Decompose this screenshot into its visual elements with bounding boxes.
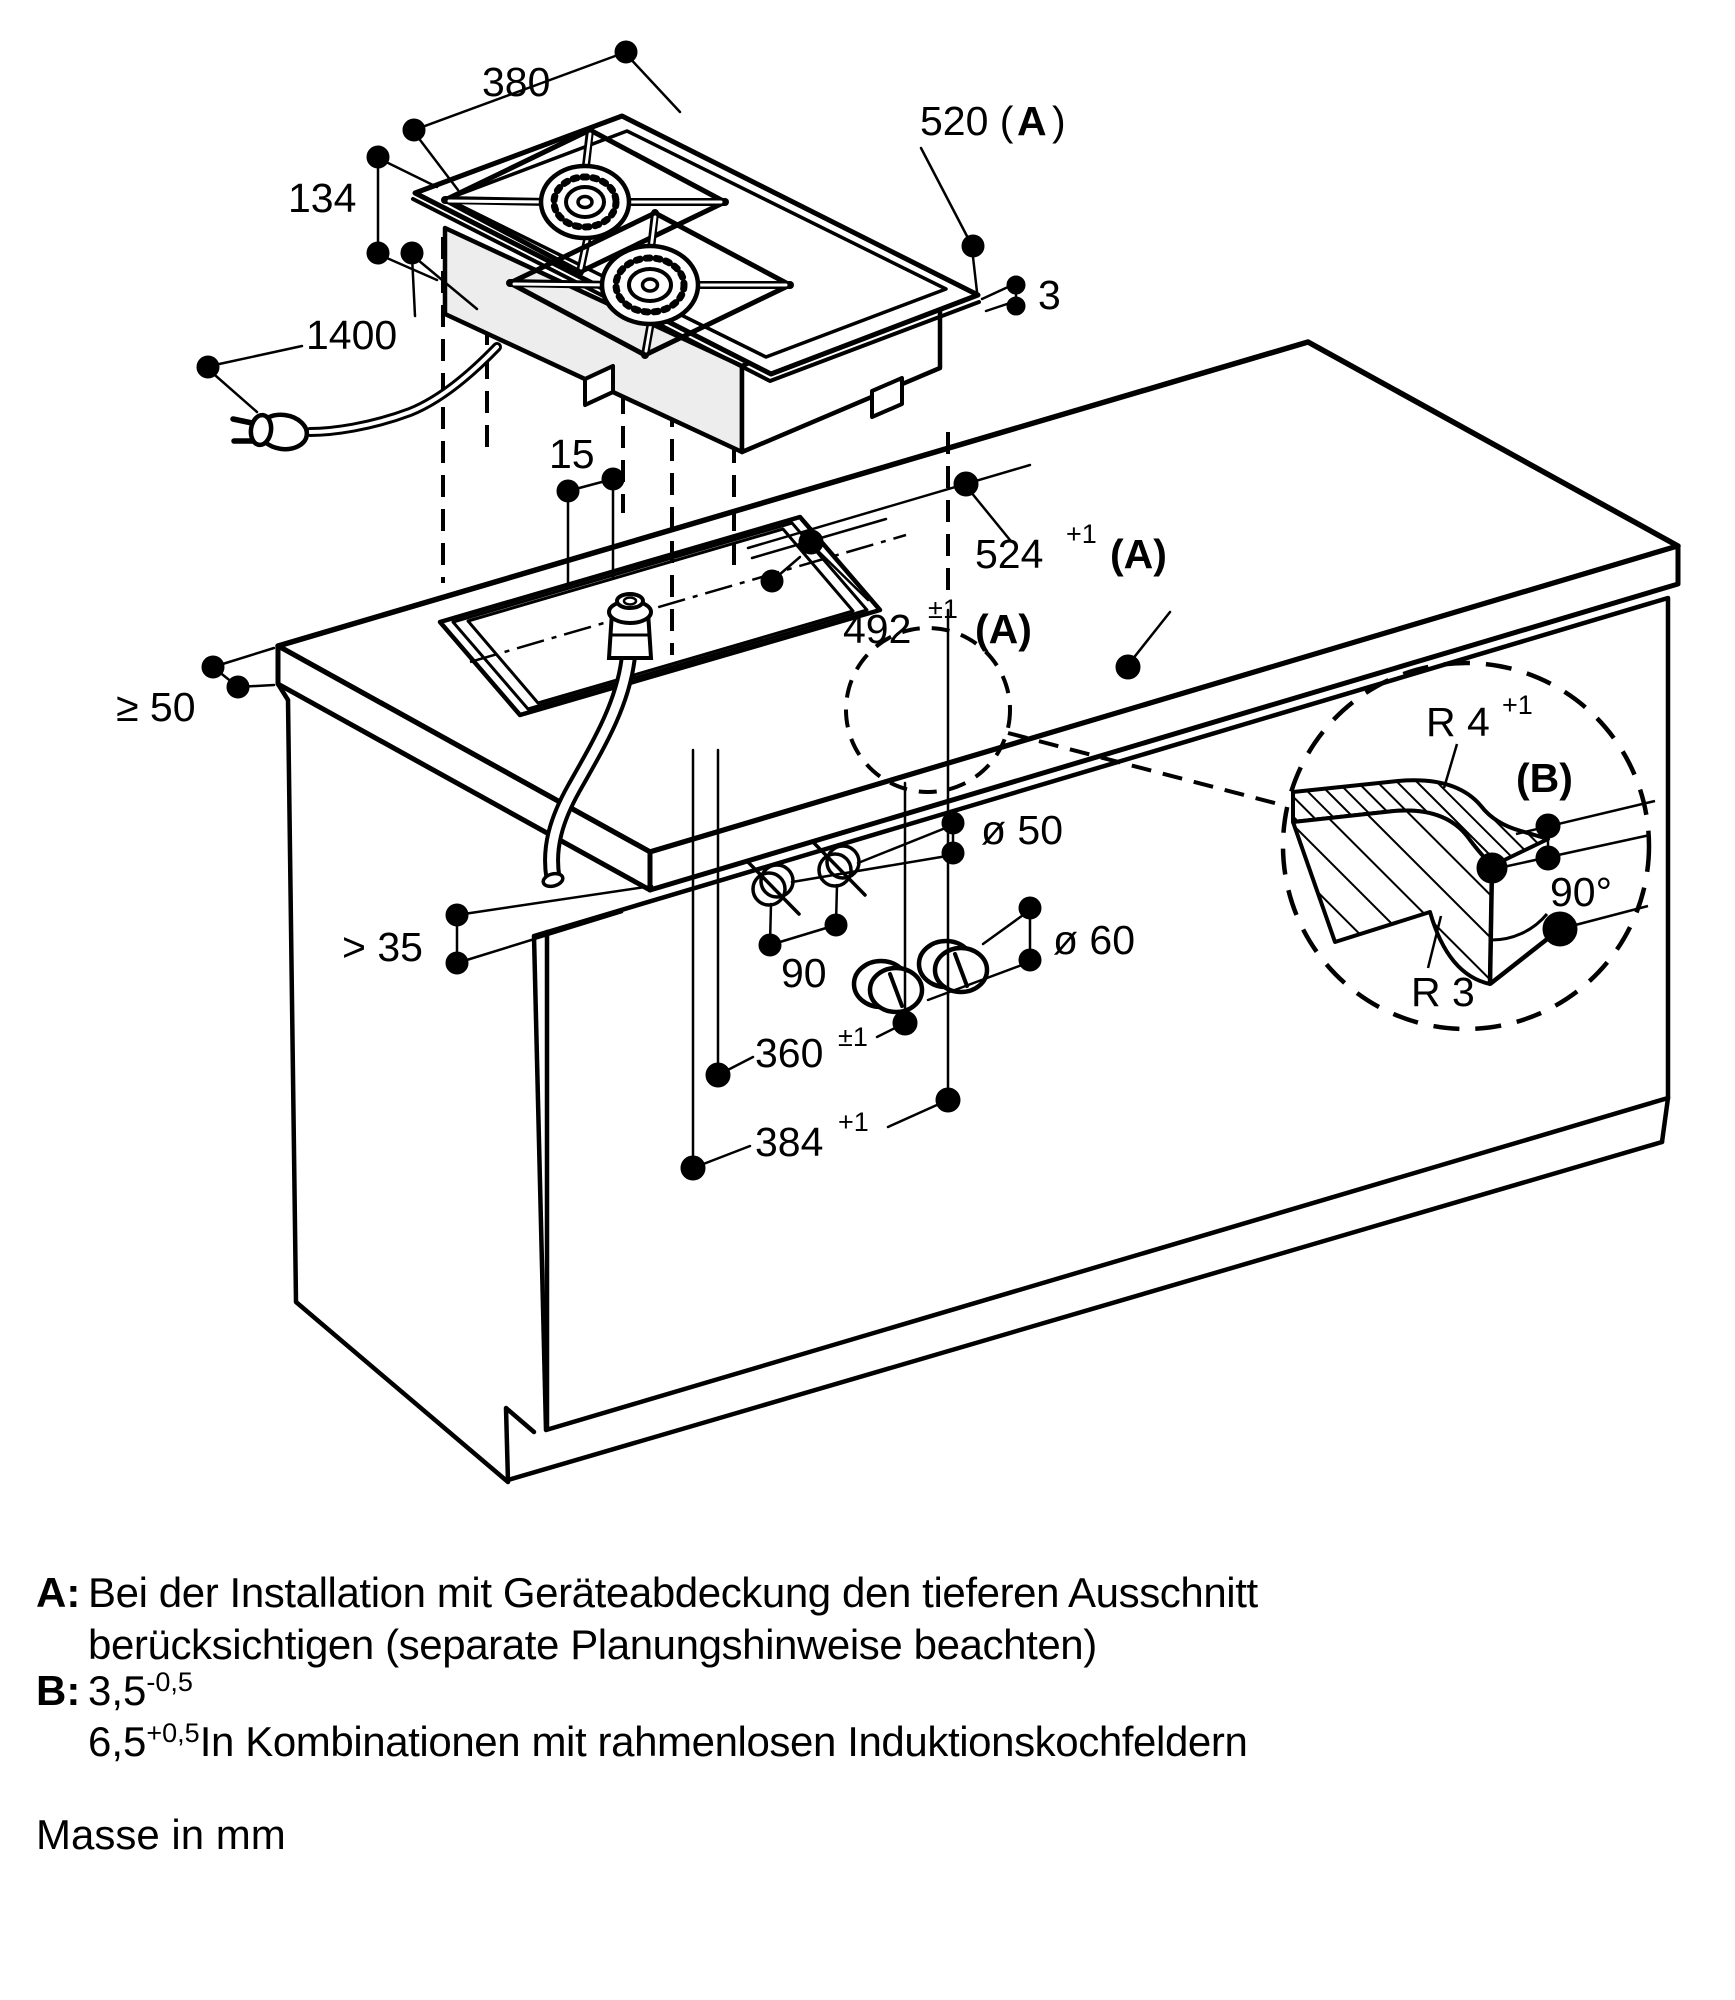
dim-134: 134 <box>288 175 357 221</box>
dim-524: 524 <box>975 531 1044 577</box>
dim-520: 520 ( <box>920 98 1014 144</box>
dim-492-ref: (A) <box>975 606 1032 652</box>
note-b1-tol: -0,5 <box>146 1667 193 1697</box>
dim-dia50: ø 50 <box>981 807 1064 853</box>
dim-384-tol: +1 <box>838 1107 869 1137</box>
label-90deg: 90° <box>1550 869 1613 915</box>
dim-520-close: ) <box>1052 98 1066 144</box>
note-a-line1: Bei der Installation mit Geräteabdeckung den tieferen Ausschnitt <box>88 1569 1258 1616</box>
note-b2-value: 6,5 <box>88 1718 147 1765</box>
dim-524-tol: +1 <box>1066 519 1097 549</box>
note-b-line1 <box>88 1667 193 1714</box>
note-a-key: A: <box>36 1569 81 1616</box>
note-b-line2 <box>88 1718 1248 1765</box>
dim-360: 360 <box>755 1030 824 1076</box>
note-b2-text: In Kombinationen mit rahmenlosen Induktionskochfeldern <box>199 1718 1248 1765</box>
dim-524-ref: (A) <box>1110 531 1167 577</box>
note-b-key: B: <box>36 1667 81 1714</box>
dim-520-ref: A <box>1017 98 1047 144</box>
dim-dia60: ø 60 <box>1053 917 1136 963</box>
dim-90: 90 <box>781 950 827 996</box>
dim-492: 492 <box>843 606 912 652</box>
units-note: Masse in mm <box>36 1811 286 1858</box>
dim-min50: ≥ 50 <box>116 684 196 730</box>
dim-492-tol: ±1 <box>928 594 958 624</box>
dim-384: 384 <box>755 1119 824 1165</box>
dim-min35: > 35 <box>342 924 423 970</box>
dim-1400: 1400 <box>306 312 398 358</box>
dim-3: 3 <box>1038 272 1061 318</box>
dim-360-tol: ±1 <box>838 1022 868 1052</box>
note-a-line2: berücksichtigen (separate Planungshinweise beachten) <box>88 1621 1097 1668</box>
label-r4: R 4 <box>1426 699 1490 745</box>
label-r4-tol: +1 <box>1502 690 1533 720</box>
dim-15: 15 <box>549 431 595 477</box>
label-b-ref: (B) <box>1516 755 1573 801</box>
note-b1-value: 3,5 <box>88 1667 147 1714</box>
dim-380: 380 <box>482 59 551 105</box>
label-r3: R 3 <box>1411 969 1475 1015</box>
note-b2-tol: +0,5 <box>146 1718 200 1748</box>
